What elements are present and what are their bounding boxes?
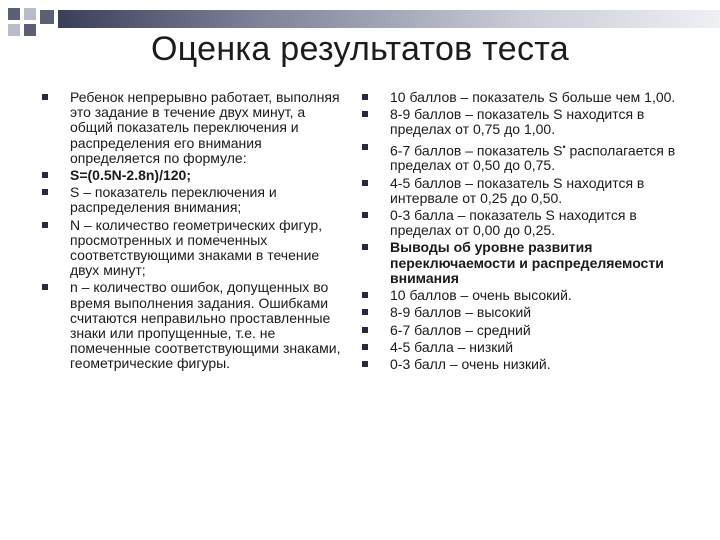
square-bullet-icon	[362, 111, 368, 117]
item-text: Ребенок непрерывно работает, выполняя это задание в течение двух минут, а общий показатель переключения и распределения его внимания определяется по формуле:	[70, 89, 340, 166]
slide-title: Оценка результатов теста	[151, 30, 569, 68]
item-text: 4-5 балла – низкий	[390, 338, 514, 355]
list-item	[360, 140, 680, 174]
list-item	[360, 240, 680, 286]
list-item	[360, 305, 680, 320]
item-text: 8-9 баллов – высокий	[390, 304, 532, 321]
square-bullet-icon	[42, 172, 48, 178]
item-text: 0-3 балл – очень низкий.	[390, 355, 551, 372]
list-item	[360, 90, 680, 105]
list-item	[360, 288, 680, 303]
left-column	[40, 90, 345, 372]
list-item	[360, 340, 680, 355]
conclusions-heading: Выводы об уровне развития переключаемости и распределяемости внимания	[390, 239, 664, 286]
square-bullet-icon	[362, 344, 368, 350]
square-bullet-icon	[362, 361, 368, 367]
item-text: 6-7 баллов – средний	[390, 321, 531, 338]
list-item	[40, 168, 345, 183]
square-bullet-icon	[42, 222, 48, 228]
corner-square-5	[40, 10, 54, 24]
item-text: 10 баллов – очень высокий.	[390, 287, 572, 304]
square-bullet-icon	[42, 189, 48, 195]
list-item	[360, 357, 680, 372]
list-item	[360, 107, 680, 137]
square-bullet-icon	[362, 180, 368, 186]
list-item	[360, 208, 680, 238]
item-text: располагается в пределах от 0,50 до 0,75.	[390, 142, 676, 174]
item-text: 6-7 баллов – показатель S	[390, 142, 563, 159]
item-text: 8-9 баллов – показатель S находится в пределах от 0,75 до 1,00.	[390, 106, 645, 138]
square-bullet-icon	[362, 292, 368, 298]
list-item	[40, 90, 345, 166]
header-gradient-bar	[58, 10, 720, 28]
list-item	[40, 280, 345, 371]
item-text: S – показатель переключения и распределения внимания;	[70, 184, 277, 216]
square-bullet-icon	[42, 284, 48, 290]
item-text: n – количество ошибок, допущенных во время выполнения задания. Ошибками считаются неправильно проставленные знаки или пропущенные, т.е. не помеченные соответствующими знаками, геометрические фигуры.	[70, 279, 341, 372]
superscript-dot: •	[562, 141, 566, 152]
square-bullet-icon	[362, 212, 368, 218]
corner-square-2	[24, 8, 36, 20]
list-item	[360, 176, 680, 206]
square-bullet-icon	[362, 144, 368, 150]
formula-text: S=(0.5N-2.8n)/120;	[70, 167, 191, 184]
square-bullet-icon	[362, 94, 368, 100]
square-bullet-icon	[42, 94, 48, 100]
list-item	[40, 218, 345, 279]
corner-square-1	[8, 8, 20, 20]
list-item	[40, 185, 345, 215]
square-bullet-icon	[362, 244, 368, 250]
square-bullet-icon	[362, 309, 368, 315]
item-text: 4-5 баллов – показатель S находится в интервале от 0,25 до 0,50.	[390, 174, 645, 206]
item-text: N – количество геометрических фигур, просмотренных и помеченных соответствующими знаками в течение двух минут;	[70, 216, 323, 279]
item-text: 0-3 балла – показатель S находится в пределах от 0,00 до 0,25.	[390, 207, 637, 239]
right-column	[360, 90, 680, 372]
square-bullet-icon	[362, 327, 368, 333]
item-text: 10 баллов – показатель S больше чем 1,00.	[390, 89, 676, 105]
list-item	[360, 323, 680, 338]
